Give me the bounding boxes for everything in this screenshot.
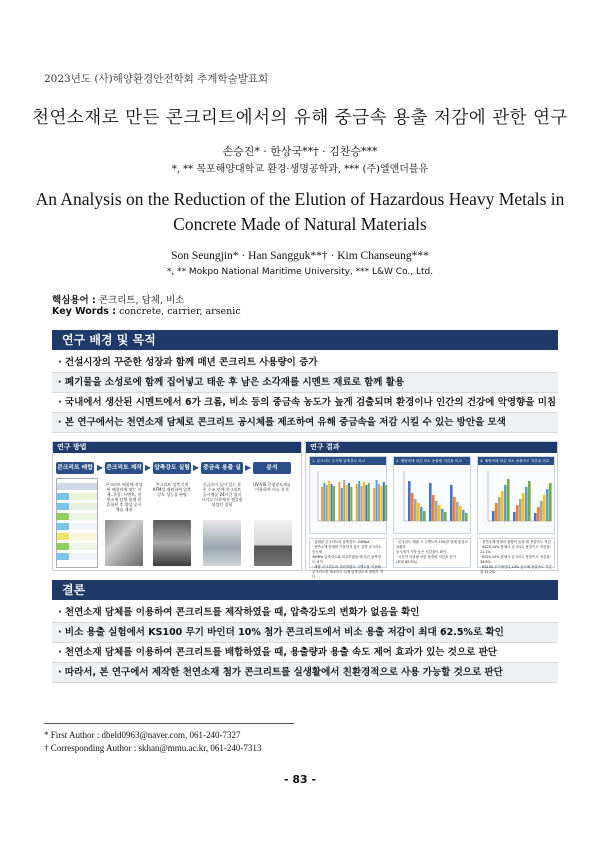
mixer-photo [105, 520, 143, 566]
bar-glyph [465, 513, 468, 521]
chart-compressive-strength-graphic [310, 465, 386, 533]
bar-glyph [492, 511, 495, 521]
arrow-right-icon: ▶ [97, 463, 104, 472]
bar-glyph [323, 483, 325, 521]
keywords-english-value: concrete, carrier, arsenic [119, 306, 241, 317]
conclusion-bullet: · 천연소재 담체를 이용하여 콘크리트를 배합하였을 때, 용출량과 용출 속도 제어 효과가 있는 것으로 판단 [52, 643, 558, 663]
bar-glyph [438, 505, 441, 521]
results-notes-1 [309, 538, 387, 579]
footnote-first-author: * First Author : dbeld0963@naver.com, 061-240-7327 [44, 730, 241, 740]
arrow-right-icon: ▶ [245, 463, 252, 472]
bar-glyph [432, 495, 435, 521]
method-heading: 연구 방법 [53, 442, 301, 453]
method-panel [52, 441, 302, 571]
bar-glyph [385, 485, 387, 521]
bar-glyph [343, 480, 345, 521]
background-bullet: · 국내에서 생산된 시멘트에서 6가 크롬, 비소 등의 중금속 농도가 높게 검출되며 환경이나 인간의 건강에 악영향을 미침 [52, 393, 558, 413]
elution-tank-photo [203, 520, 241, 566]
bar-glyph [423, 511, 426, 521]
bar-glyph [321, 487, 323, 521]
title-english [30, 187, 570, 237]
bar-glyph [380, 486, 382, 521]
bar-glyph [543, 495, 546, 521]
conclusion-bullet: · 비소 용출 실험에서 KS100 무기 바인더 10% 첨가 콘크리트에서 비소 용출 저감이 최대 62.5%로 확인 [52, 623, 558, 643]
step-concrete-making-desc: 콘크리트 배합에 작성된 배합비에 맞는 자재, 혼합, 시멘트, 천연소재 담체 함께 잘 혼합된 후 양성 공시체를 제작 [105, 482, 143, 512]
step-mix-table: 콘크리트 배합표 [56, 462, 94, 474]
bar-glyph [328, 481, 330, 521]
conclusion-bullet: · 천연소재 담체를 이용하여 콘크리트를 제작하였을 때, 압축강도의 변화가 없음을 확인 [52, 603, 558, 623]
step-elution-test-desc: 중금속이 들어 있는 용존 수조 안에 콘크리트 공시체를 24시간 침지시키고 이후에서 샘플링 되었던 실험 [201, 482, 243, 507]
bar-glyph [368, 483, 370, 521]
bar-glyph [537, 507, 540, 521]
note-line: · KS100 무기바인더 10% 공시체 용출속도 저감율 31.2% [480, 565, 552, 574]
note-line: · 콘크리트 배합 시 시멘트의 10%를 담체 원질료 치환한 [396, 540, 468, 549]
step-analysis-desc: UV-VIS 분광광도계를 이용하여 비소 분석 [253, 482, 291, 492]
results-heading: 연구 결과 [306, 442, 557, 453]
conclusion-bullet: · 따라서, 본 연구에서 제작한 천연소재 첨가 콘크리트를 실생활에서 친환경적으로 사용 가능할 것으로 판단 [52, 663, 558, 683]
note-line: · 천연소재 담체의 함량이 높을 때 용출속도 저감 [480, 540, 551, 544]
chart-title: 1. 콘크리트 공시체 압축강도 비교 [310, 457, 386, 465]
background-heading: 연구 배경 및 목적 [52, 330, 558, 350]
bar-glyph [459, 506, 462, 521]
bar-glyph [525, 487, 528, 521]
bar-glyph [528, 481, 531, 521]
bar-glyph [462, 510, 465, 521]
bar-glyph [408, 481, 411, 521]
bar-glyph [513, 512, 516, 521]
bar-glyph [365, 485, 367, 521]
note-line: · 시간이 지날때 의한 용출량 저감율 증가 [396, 555, 456, 559]
bar-glyph [441, 509, 444, 521]
results-notes-2 [393, 538, 471, 568]
bar-glyph [350, 487, 352, 521]
bar-glyph [456, 502, 459, 521]
chart-elution-amount [393, 456, 471, 534]
note-line: 공시체가 가장 높은 저감율이 확인 [396, 550, 447, 554]
bar-glyph [331, 484, 333, 521]
results-panel [305, 441, 558, 579]
note-line: · 설계된 콘크리트의 압축강도: 24Mpa [312, 540, 370, 544]
note-line: · 천연소재 담체를 이용하지 않은 일반 콘크리트 공시체 [312, 545, 382, 554]
mix-table-graphic [56, 478, 98, 568]
bar-glyph [373, 488, 375, 521]
bar-glyph [363, 482, 365, 521]
page-number: - 83 - [283, 773, 317, 786]
bar-glyph [378, 484, 380, 521]
chart-elution-rate [477, 456, 555, 534]
chart-elution-amount-graphic [394, 465, 470, 533]
arrow-right-icon: ▶ [145, 463, 152, 472]
bar-glyph [429, 483, 432, 521]
bar-glyph [501, 491, 504, 521]
bar-glyph [333, 486, 335, 521]
background-bullet: · 본 연구에서는 천연소재 담체로 콘크리트 공시체를 제조하여 유해 중금속을 저감 시킬 수 있는 방안을 모색 [52, 413, 558, 433]
bar-glyph [444, 512, 447, 521]
footnote-rule [44, 723, 294, 724]
chart-title: 2. 배합비에 따른 비소 용출량 저감율 비교 [394, 457, 470, 465]
bar-glyph [417, 503, 420, 521]
spectrophotometer-photo [254, 520, 292, 566]
bar-glyph [346, 485, 348, 521]
background-bullet: · 건설시장의 꾸준한 성장과 함께 매년 콘크리트 사용량이 증가 [52, 353, 558, 373]
title-english-line2: Concrete Made of Natural Materials [173, 214, 427, 234]
conclusion-heading: 결론 [52, 580, 558, 600]
bar-glyph [326, 485, 328, 521]
chart-compressive-strength [309, 456, 387, 534]
chart-elution-rate-graphic [478, 465, 554, 533]
bar-glyph [534, 513, 537, 521]
bar-glyph [522, 493, 525, 521]
bar-glyph [507, 479, 510, 521]
title-korean: 천연소재로 만든 콘크리트에서의 유해 중금속 용출 저감에 관한 연구 [32, 108, 568, 128]
bar-glyph [516, 505, 519, 521]
bar-glyph [341, 488, 343, 521]
compression-machine-photo [153, 520, 191, 566]
background-bullets [52, 353, 558, 433]
bar-glyph [376, 480, 378, 521]
bar-glyph [546, 489, 549, 521]
keywords-korean-label: 핵심용어 : [52, 295, 96, 306]
bar-glyph [338, 482, 340, 521]
bar-glyph [361, 486, 363, 521]
note-line: · KS20 10% 담체시 콘크리트 용출속도 저감율: 21.1% [480, 545, 551, 554]
bar-glyph [435, 501, 438, 521]
results-notes-3 [477, 538, 555, 574]
background-bullet: · 폐기물을 소성로에 함께 집어넣고 태운 후 남은 소각재를 시멘트 재료로 함께 활용 [52, 373, 558, 393]
chart-title: 3. 배합비에 따른 비소 용출속도 저감율 비교 [478, 457, 554, 465]
bar-glyph [356, 484, 358, 521]
note-line: 콘크리트를 제조하고 실제 압축강도의 변화가 적다 [312, 570, 383, 579]
step-elution-test: 중금속 용출 실험 [201, 462, 243, 474]
authors-korean: 손승진* · 한상국**† · 김찬승*** [222, 145, 378, 158]
bar-glyph [383, 482, 385, 521]
bar-glyph [411, 493, 414, 521]
note-line: 30MPa 압축강도와 비교하였을 때 다른 압축강도 차이 [312, 555, 382, 564]
bar-glyph [348, 483, 350, 521]
step-concrete-making: 콘크리트 제작 [105, 462, 143, 474]
conference-header: 2023년도 (사)해양환경안전학회 추계학술발표회 [44, 73, 269, 85]
bar-glyph [420, 507, 423, 521]
bar-glyph [453, 497, 456, 521]
arrow-right-icon: ▶ [193, 463, 200, 472]
keywords-korean-value: 콘크리트, 담체, 비소 [98, 295, 185, 306]
bar-glyph [519, 499, 522, 521]
keywords-korean [52, 292, 184, 306]
authors-english: Son Seungjin* · Han Sangguk**† · Kim Chanseung*** [171, 250, 429, 262]
bar-glyph [549, 483, 552, 521]
bar-glyph [450, 485, 453, 521]
bar-glyph [540, 501, 543, 521]
conclusion-bullets [52, 603, 558, 683]
bar-glyph [358, 481, 360, 521]
note-line: (최대 62.5%) [396, 560, 418, 564]
keywords-english-label: Key Words : [52, 306, 117, 317]
step-analysis: 분석 [253, 462, 291, 474]
note-line: · KS20 10% 담체시 콘크리트 용출속도 저감율: 34.8% [480, 555, 551, 564]
footnote-corresponding-author: † Corresponding Author : skhan@mmu.ac.kr, 061-240-7313 [44, 743, 262, 753]
affiliation-korean: *, ** 목포해양대학교 환경·생명공학과, *** (주)엘앤더블유 [171, 164, 429, 175]
bar-glyph [414, 499, 417, 521]
bar-glyph [495, 503, 498, 521]
step-compression-test-desc: 콘크리트 압축기계 KFM설 제원하여 압축강도 성능을 판명 [153, 482, 191, 497]
note-line: · 배합 콘크리트의 강력결합도 시멘트를 이용해 [312, 565, 381, 569]
keywords-english [52, 306, 241, 317]
bar-glyph [504, 485, 507, 521]
title-english-line1: An Analysis on the Reduction of the Elution of Hazardous Heavy Metals in [35, 189, 565, 209]
bar-glyph [498, 497, 501, 521]
step-compression-test: 압축강도 실험 [153, 462, 191, 474]
affiliation-english: *, ** Mokpo National Maritime University, *** L&W Co., Ltd. [166, 267, 434, 277]
